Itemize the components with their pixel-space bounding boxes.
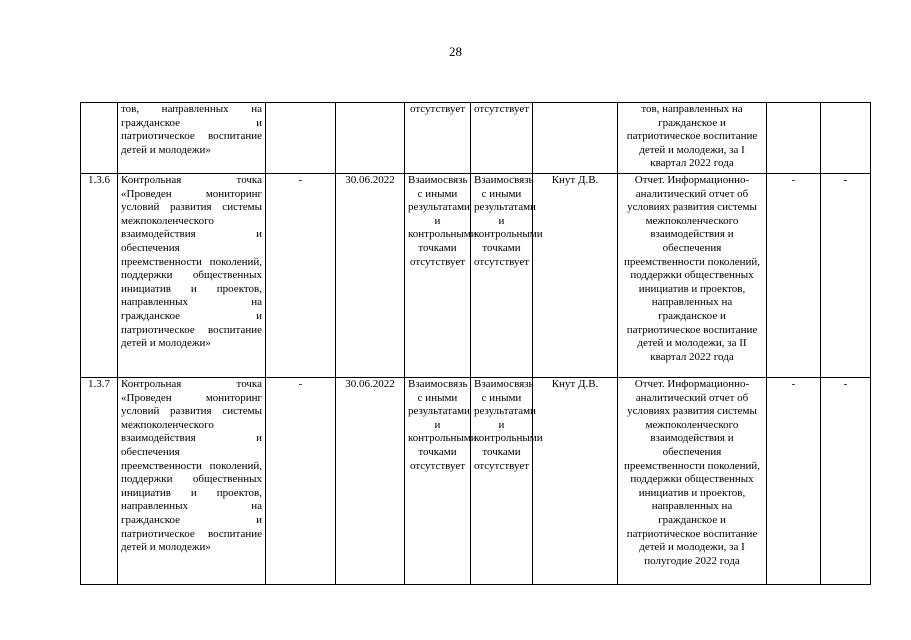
row-report: Отчет. Информационно-аналитический отчет об условиях развития системы межпоколенческого взаимодействия и обеспечения преемственности поколений, поддержки общественных инициатив и проектов, направленных на гражданское и патриотическое воспитание детей и молодежи, за II квартал 2022 года xyxy=(618,174,767,378)
row-col3: - xyxy=(266,378,336,585)
row-result2: отсутствует xyxy=(471,103,533,174)
row-col9: - xyxy=(767,174,821,378)
row-col10 xyxy=(821,103,871,174)
row-col3 xyxy=(266,103,336,174)
row-col9: - xyxy=(767,378,821,585)
table-row xyxy=(81,103,871,174)
row-responsible: Кнут Д.В. xyxy=(533,174,618,378)
table-row xyxy=(81,378,871,585)
row-date: 30.06.2022 xyxy=(336,378,405,585)
row-number: 1.3.6 xyxy=(81,174,118,378)
page-number: 28 xyxy=(449,44,462,59)
row-col10: - xyxy=(821,378,871,585)
row-title: Контрольная точка «Проведен мониторинг условий развития системы межпоколенческого взаимодействия и обеспечения преемственности поколений, поддержки общественных инициатив и проектов, направленных на гражданское и патриотическое воспитание детей и молодежи» xyxy=(118,174,266,378)
row-title: тов, направленных на гражданское и патриотическое воспитание детей и молодежи» xyxy=(118,103,266,174)
row-col9 xyxy=(767,103,821,174)
table-row xyxy=(81,174,871,378)
row-date: 30.06.2022 xyxy=(336,174,405,378)
row-responsible xyxy=(533,103,618,174)
row-result2: Взаимосвязь с иными результатами и контрольными точками отсутствует xyxy=(471,378,533,585)
row-title: Контрольная точка «Проведен мониторинг условий развития системы межпоколенческого взаимодействия и обеспечения преемственности поколений, поддержки общественных инициатив и проектов, направленных на гражданское и патриотическое воспитание детей и молодежи» xyxy=(118,378,266,585)
row-report: Отчет. Информационно-аналитический отчет об условиях развития системы межпоколенческого взаимодействия и обеспечения преемственности поколений, поддержки общественных инициатив и проектов, направленных на гражданское и патриотическое воспитание детей и молодежи, за I полугодие 2022 года xyxy=(618,378,767,585)
row-number: 1.3.7 xyxy=(81,378,118,585)
row-col3: - xyxy=(266,174,336,378)
row-result1: отсутствует xyxy=(405,103,471,174)
row-date xyxy=(336,103,405,174)
row-result1: Взаимосвязь с иными результатами и контрольными точками отсутствует xyxy=(405,174,471,378)
row-result2: Взаимосвязь с иными результатами и контрольными точками отсутствует xyxy=(471,174,533,378)
row-number xyxy=(81,103,118,174)
plan-table xyxy=(80,102,871,585)
row-result1: Взаимосвязь с иными результатами и контрольными точками отсутствует xyxy=(405,378,471,585)
row-responsible: Кнут Д.В. xyxy=(533,378,618,585)
row-col10: - xyxy=(821,174,871,378)
row-report: тов, направленных на гражданское и патриотическое воспитание детей и молодежи, за I квартал 2022 года xyxy=(618,103,767,174)
